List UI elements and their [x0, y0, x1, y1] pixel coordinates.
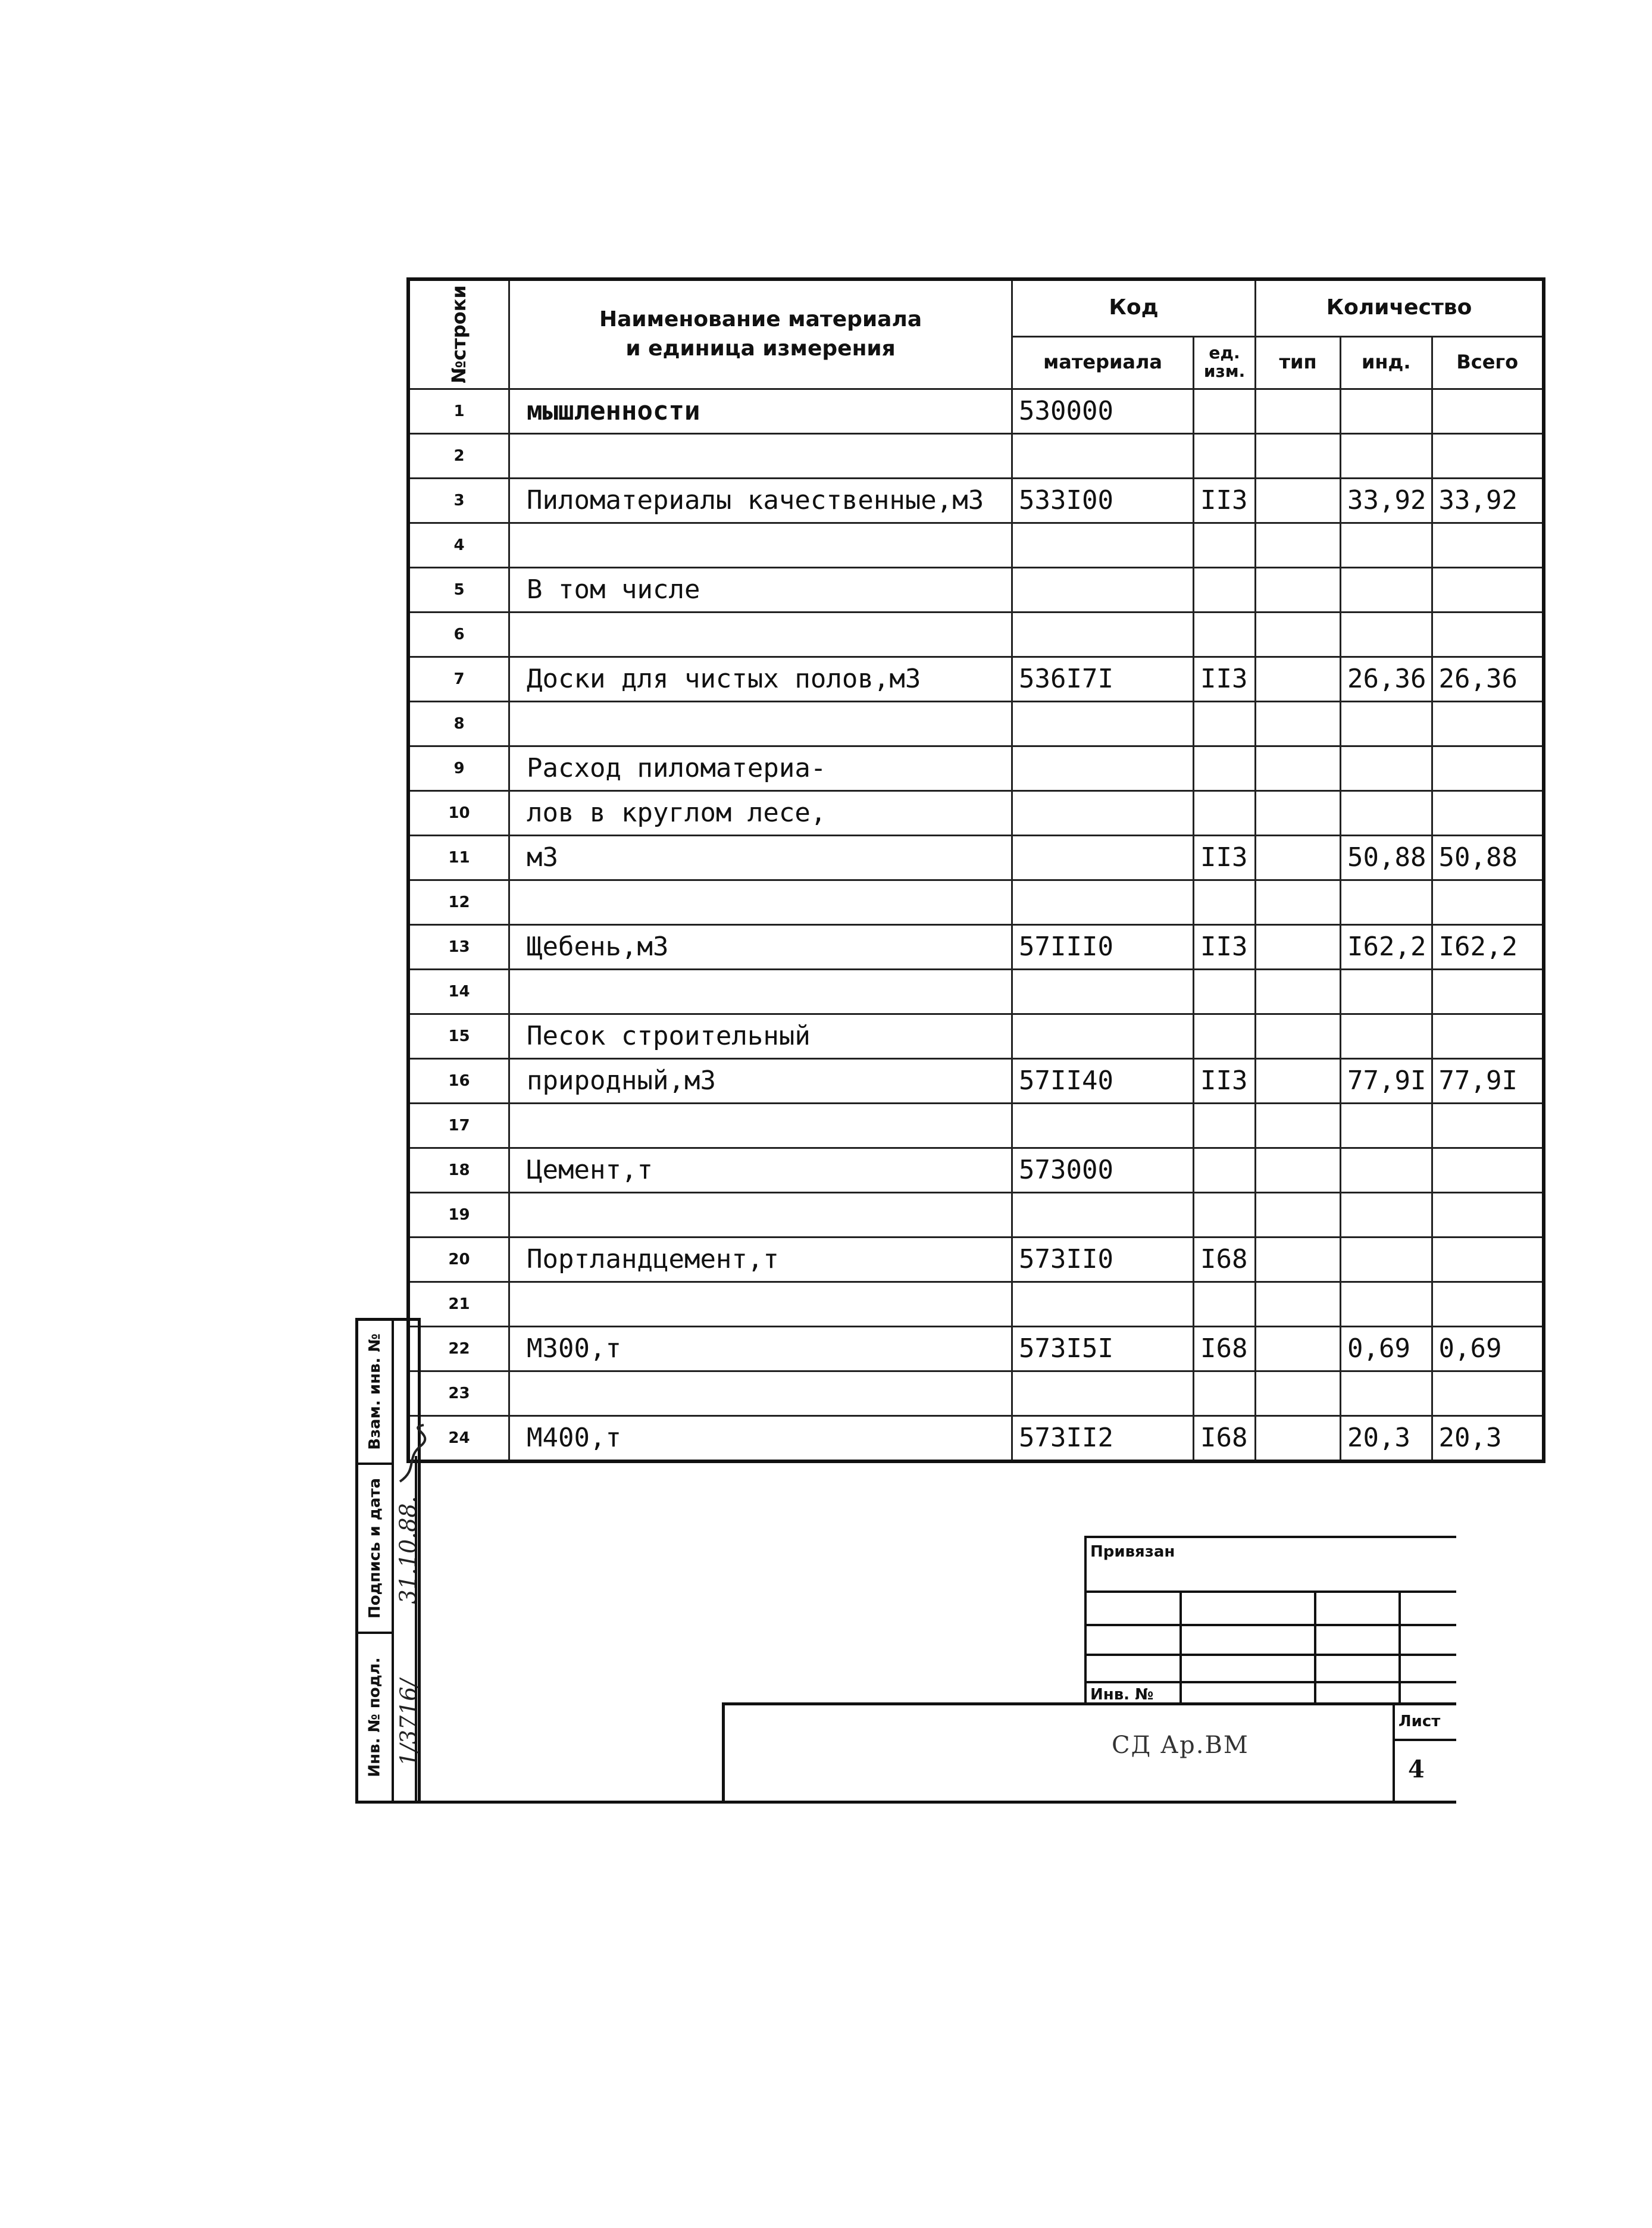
stamp-line [1084, 1536, 1456, 1538]
row-number-header [408, 279, 509, 389]
row-number-cell: 1 [408, 389, 509, 433]
table-row [408, 1371, 1544, 1415]
row-number-cell: 2 [408, 433, 509, 478]
total-qty-cell: 20,3 [1432, 1415, 1544, 1461]
name-header [509, 279, 1012, 389]
ind-qty-cell [1341, 523, 1432, 567]
table-row [408, 1014, 1544, 1058]
handwritten-date-text: 31.10.88. [395, 1496, 421, 1604]
unit-code-cell [1194, 1371, 1256, 1415]
ind-qty-cell [1341, 1103, 1432, 1148]
total-qty-cell [1432, 969, 1544, 1014]
row-number-cell: 5 [408, 567, 509, 612]
material-code-cell [1012, 701, 1194, 746]
ind-qty-cell [1341, 969, 1432, 1014]
ind-header: инд. [1341, 336, 1432, 389]
material-code-cell: 530000 [1012, 389, 1194, 433]
total-qty-cell [1432, 701, 1544, 746]
unit-header [1194, 336, 1256, 389]
unit-code-cell: I68 [1194, 1237, 1256, 1282]
table-row [408, 1326, 1544, 1371]
unit-header-line1: ед. [1209, 343, 1240, 363]
type-qty-cell [1256, 389, 1341, 433]
table-row [408, 1192, 1544, 1237]
unit-code-cell: II3 [1194, 835, 1256, 880]
material-name-cell [509, 701, 1012, 746]
type-qty-cell [1256, 880, 1341, 924]
material-code-cell: 57III0 [1012, 924, 1194, 969]
row-number-cell: 19 [408, 1192, 509, 1237]
material-name-cell: лов в круглом лесе, [509, 790, 1012, 835]
type-qty-cell [1256, 1237, 1341, 1282]
stamp-line [1179, 1590, 1182, 1704]
material-name-cell [509, 433, 1012, 478]
ind-qty-cell: 26,36 [1341, 657, 1432, 701]
material-name-cell: Пиломатериалы качественные,м3 [509, 478, 1012, 523]
row-number-cell: 15 [408, 1014, 509, 1058]
ind-qty-cell [1341, 880, 1432, 924]
unit-code-cell: I68 [1194, 1326, 1256, 1371]
code-header: Код [1012, 279, 1256, 336]
material-code-cell [1012, 880, 1194, 924]
material-code-cell [1012, 1103, 1194, 1148]
material-name-cell: природный,м3 [509, 1058, 1012, 1103]
material-name-cell: Портландцемент,т [509, 1237, 1012, 1282]
table-row [408, 433, 1544, 478]
type-qty-cell [1256, 612, 1341, 657]
row-number-cell: 20 [408, 1237, 509, 1282]
document-code: СД Ар.ВМ [1112, 1732, 1249, 1759]
material-code-cell [1012, 433, 1194, 478]
row-number-cell: 9 [408, 746, 509, 790]
material-name-cell [509, 1282, 1012, 1326]
unit-code-cell: II3 [1194, 1058, 1256, 1103]
total-qty-cell [1432, 790, 1544, 835]
ind-qty-cell: I62,2 [1341, 924, 1432, 969]
material-name-cell [509, 1371, 1012, 1415]
material-code-cell: 573II2 [1012, 1415, 1194, 1461]
type-header: тип [1256, 336, 1341, 389]
material-code-header: материала [1012, 336, 1194, 389]
total-qty-cell [1432, 1014, 1544, 1058]
type-qty-cell [1256, 1282, 1341, 1326]
table-row [408, 924, 1544, 969]
total-qty-cell: 33,92 [1432, 478, 1544, 523]
sheet-label: Лист [1398, 1713, 1441, 1730]
material-code-cell [1012, 1282, 1194, 1326]
row-number-cell: 22 [408, 1326, 509, 1371]
material-code-cell [1012, 1371, 1194, 1415]
material-code-cell [1012, 567, 1194, 612]
ind-qty-cell [1341, 1237, 1432, 1282]
type-qty-cell [1256, 433, 1341, 478]
table-row [408, 1237, 1544, 1282]
type-qty-cell [1256, 1415, 1341, 1461]
row-number-cell: 6 [408, 612, 509, 657]
total-qty-cell [1432, 1148, 1544, 1192]
total-qty-cell [1432, 880, 1544, 924]
table-header-row [408, 279, 1544, 336]
table-row [408, 1148, 1544, 1192]
title-block-divider-h [1393, 1739, 1456, 1741]
row-number-cell: 3 [408, 478, 509, 523]
total-qty-cell: I62,2 [1432, 924, 1544, 969]
row-number-cell: 4 [408, 523, 509, 567]
material-name-cell: Расход пиломатериа- [509, 746, 1012, 790]
type-qty-cell [1256, 924, 1341, 969]
row-number-cell: 8 [408, 701, 509, 746]
total-header: Всего [1432, 336, 1544, 389]
ind-qty-cell [1341, 612, 1432, 657]
inv-no-label: Инв. № [1090, 1686, 1154, 1704]
sheet-number: 4 [1408, 1755, 1425, 1783]
material-name-cell [509, 1192, 1012, 1237]
type-qty-cell [1256, 1058, 1341, 1103]
name-header-line1: Наименование материала [599, 307, 922, 332]
ind-qty-cell [1341, 389, 1432, 433]
material-code-cell [1012, 790, 1194, 835]
privyazan-label: Привязан [1090, 1543, 1175, 1561]
table-row [408, 1058, 1544, 1103]
table-row [408, 1415, 1544, 1461]
ind-qty-cell: 50,88 [1341, 835, 1432, 880]
type-qty-cell [1256, 701, 1341, 746]
total-qty-cell: 77,9I [1432, 1058, 1544, 1103]
type-qty-cell [1256, 1371, 1341, 1415]
material-name-cell [509, 1103, 1012, 1148]
table-row [408, 478, 1544, 523]
type-qty-cell [1256, 657, 1341, 701]
podpis-data-label: Подпись и дата [366, 1477, 384, 1619]
total-qty-cell [1432, 1192, 1544, 1237]
inv-podl-label: Инв. № подл. [366, 1657, 384, 1777]
type-qty-cell [1256, 790, 1341, 835]
vzam-inv-label: Взам. инв. № [366, 1333, 384, 1450]
table-row [408, 969, 1544, 1014]
unit-code-cell: II3 [1194, 657, 1256, 701]
material-code-cell [1012, 1014, 1194, 1058]
unit-code-cell [1194, 567, 1256, 612]
total-qty-cell: 26,36 [1432, 657, 1544, 701]
unit-code-cell [1194, 1192, 1256, 1237]
table-row [408, 1282, 1544, 1326]
material-code-cell [1012, 612, 1194, 657]
handwritten-number-text: 1/3716/ [395, 1679, 421, 1767]
ind-qty-cell [1341, 1014, 1432, 1058]
row-number-cell: 23 [408, 1371, 509, 1415]
unit-code-cell [1194, 1282, 1256, 1326]
ind-qty-cell [1341, 1371, 1432, 1415]
table-row [408, 1103, 1544, 1148]
unit-code-cell [1194, 746, 1256, 790]
material-name-cell: м3 [509, 835, 1012, 880]
material-name-cell: мышленности [509, 389, 1012, 433]
type-qty-cell [1256, 746, 1341, 790]
material-name-cell [509, 969, 1012, 1014]
row-number-cell: 16 [408, 1058, 509, 1103]
table-row [408, 880, 1544, 924]
material-name-cell: М300,т [509, 1326, 1012, 1371]
total-qty-cell [1432, 389, 1544, 433]
type-qty-cell [1256, 1014, 1341, 1058]
material-name-cell [509, 523, 1012, 567]
unit-code-cell: II3 [1194, 478, 1256, 523]
ind-qty-cell [1341, 567, 1432, 612]
materials-table [406, 277, 1545, 1463]
material-code-cell: 573000 [1012, 1148, 1194, 1192]
type-qty-cell [1256, 1103, 1341, 1148]
title-block-divider [1393, 1705, 1395, 1804]
stamp-line [1314, 1590, 1316, 1704]
material-code-cell [1012, 969, 1194, 1014]
material-name-cell [509, 612, 1012, 657]
table-row [408, 835, 1544, 880]
ind-qty-cell: 77,9I [1341, 1058, 1432, 1103]
total-qty-cell [1432, 567, 1544, 612]
type-qty-cell [1256, 969, 1341, 1014]
total-qty-cell [1432, 1282, 1544, 1326]
ind-qty-cell [1341, 1192, 1432, 1237]
material-code-cell [1012, 746, 1194, 790]
total-qty-cell [1432, 612, 1544, 657]
row-number-cell: 17 [408, 1103, 509, 1148]
table-row [408, 746, 1544, 790]
material-name-cell [509, 880, 1012, 924]
material-name-cell: Щебень,м3 [509, 924, 1012, 969]
unit-code-cell [1194, 701, 1256, 746]
row-number-header-label: №строки [447, 285, 470, 384]
material-name-cell: Песок строительный [509, 1014, 1012, 1058]
type-qty-cell [1256, 478, 1341, 523]
row-number-cell: 7 [408, 657, 509, 701]
ind-qty-cell: 0,69 [1341, 1326, 1432, 1371]
type-qty-cell [1256, 1148, 1341, 1192]
inv-podl-cell [358, 1634, 392, 1801]
ind-qty-cell [1341, 433, 1432, 478]
row-number-cell: 24 [408, 1415, 509, 1461]
total-qty-cell [1432, 746, 1544, 790]
ind-qty-cell [1341, 746, 1432, 790]
ind-qty-cell [1341, 1148, 1432, 1192]
material-name-cell: Цемент,т [509, 1148, 1012, 1192]
unit-code-cell [1194, 1103, 1256, 1148]
total-qty-cell [1432, 523, 1544, 567]
vzam-inv-cell [358, 1321, 392, 1465]
unit-code-cell [1194, 790, 1256, 835]
material-name-cell: Доски для чистых полов,м3 [509, 657, 1012, 701]
row-number-cell: 10 [408, 790, 509, 835]
material-code-cell: 536I7I [1012, 657, 1194, 701]
material-code-cell [1012, 835, 1194, 880]
row-number-cell: 11 [408, 835, 509, 880]
unit-code-cell [1194, 880, 1256, 924]
ind-qty-cell: 33,92 [1341, 478, 1432, 523]
unit-code-cell [1194, 612, 1256, 657]
unit-code-cell: I68 [1194, 1415, 1256, 1461]
type-qty-cell [1256, 523, 1341, 567]
unit-code-cell [1194, 433, 1256, 478]
table-row [408, 701, 1544, 746]
stamp-line [1084, 1536, 1087, 1702]
quantity-header: Количество [1256, 279, 1544, 336]
material-code-cell: 57II40 [1012, 1058, 1194, 1103]
row-number-cell: 14 [408, 969, 509, 1014]
ind-qty-cell: 20,3 [1341, 1415, 1432, 1461]
row-number-cell: 21 [408, 1282, 509, 1326]
total-qty-cell: 0,69 [1432, 1326, 1544, 1371]
table-row [408, 389, 1544, 433]
material-code-cell: 573I5I [1012, 1326, 1194, 1371]
unit-code-cell [1194, 969, 1256, 1014]
stamp-line [1398, 1590, 1401, 1704]
material-code-cell [1012, 1192, 1194, 1237]
total-qty-cell [1432, 433, 1544, 478]
total-qty-cell: 50,88 [1432, 835, 1544, 880]
type-qty-cell [1256, 835, 1341, 880]
unit-code-cell [1194, 1148, 1256, 1192]
unit-header-line2: изм. [1203, 361, 1246, 381]
table-row [408, 523, 1544, 567]
material-code-cell: 573II0 [1012, 1237, 1194, 1282]
name-header-line2: и единица измерения [625, 336, 896, 361]
material-code-cell: 533I00 [1012, 478, 1194, 523]
ind-qty-cell [1341, 701, 1432, 746]
unit-code-cell [1194, 1014, 1256, 1058]
material-code-cell [1012, 523, 1194, 567]
row-number-cell: 18 [408, 1148, 509, 1192]
ind-qty-cell [1341, 1282, 1432, 1326]
table-row [408, 612, 1544, 657]
ind-qty-cell [1341, 790, 1432, 835]
row-number-cell: 12 [408, 880, 509, 924]
table-row [408, 790, 1544, 835]
unit-code-cell [1194, 523, 1256, 567]
unit-code-cell: II3 [1194, 924, 1256, 969]
total-qty-cell [1432, 1237, 1544, 1282]
side-stamp [355, 1318, 421, 1804]
total-qty-cell [1432, 1371, 1544, 1415]
title-block [722, 1702, 1456, 1804]
material-name-cell: М400,т [509, 1415, 1012, 1461]
table-row [408, 567, 1544, 612]
type-qty-cell [1256, 1326, 1341, 1371]
material-name-cell: В том числе [509, 567, 1012, 612]
podpis-data-cell [358, 1465, 392, 1634]
type-qty-cell [1256, 567, 1341, 612]
unit-code-cell [1194, 389, 1256, 433]
row-number-cell: 13 [408, 924, 509, 969]
table-row [408, 657, 1544, 701]
type-qty-cell [1256, 1192, 1341, 1237]
total-qty-cell [1432, 1103, 1544, 1148]
